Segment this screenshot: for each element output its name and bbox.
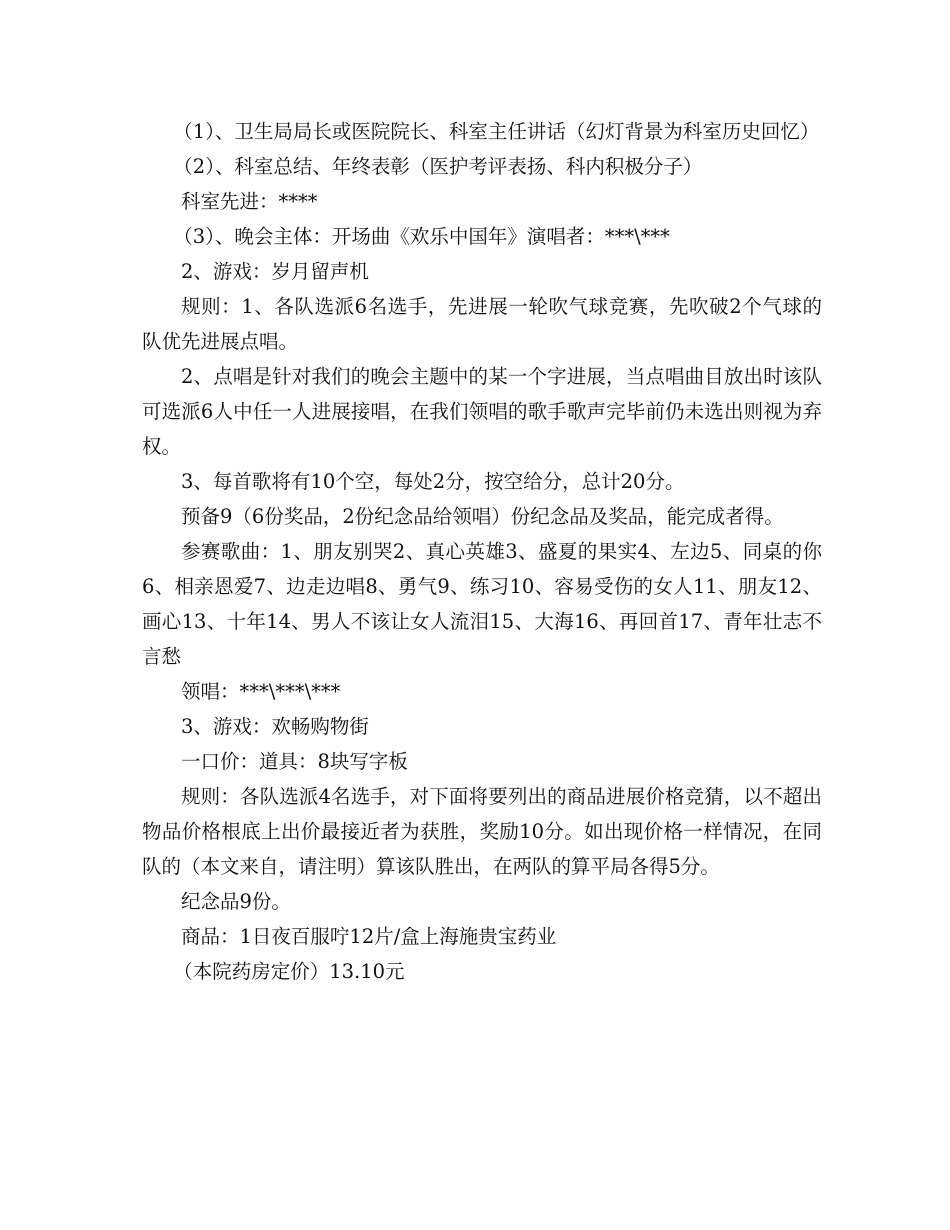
paragraph-lead-singers: 领唱：***\***\*** (181, 680, 341, 703)
paragraph-game-heading: 2、游戏：岁月留声机 (181, 260, 369, 283)
paragraph-shopping-game: 3、游戏：欢畅购物街 (181, 715, 369, 738)
paragraph-product: 商品：1日夜百服咛12片/盒上海施贵宝药业 (181, 925, 557, 948)
paragraph-props: 一口价：道具：8块写字板 (181, 750, 408, 773)
paragraph-rule-3: 3、每首歌将有10个空，每处2分，按空给分，总计20分。 (181, 470, 685, 493)
paragraph-speech: （1）、卫生局局长或医院院长、科室主任讲话（幻灯背景为科室历史回忆） (173, 120, 820, 143)
paragraph-shopping-rules: 规则：各队选派4名选手，对下面将要列出的商品进展价格竞猜，以不超出物品价格根底上出价最接近者为获胜，奖励10分。如出现价格一样情况，在同队的（本文来自，请注明）算该队胜出，在两队的算平局各得5分。 (142, 785, 822, 878)
paragraph-souvenirs: 纪念品9份。 (181, 890, 291, 913)
paragraph-rule-2: 2、点唱是针对我们的晚会主题中的某一个字进展，当点唱曲目放出时该队可选派6人中任一人进展接唱，在我们领唱的歌手歌声完毕前仍未选出则视为弃权。 (142, 365, 822, 458)
paragraph-summary: （2）、科室总结、年终表彰（医护考评表扬、科内积极分子） (173, 155, 703, 178)
paragraph-songs: 参赛歌曲：1、朋友别哭2、真心英雄3、盛夏的果实4、左边5、同桌的你6、相亲恩爱7、边走边唱8、勇气9、练习10、容易受伤的女人11、朋友12、画心13、十年14、男人不该让女人流泪15、大海16、再回首17、青年壮志不言愁 (142, 540, 822, 668)
paragraph-price: （本院药房定价）13.10元 (173, 960, 405, 983)
paragraph-prizes: 预备9（6份奖品，2份纪念品给领唱）份纪念品及奖品，能完成者得。 (181, 505, 784, 528)
paragraph-main-body: （3）、晚会主体：开场曲《欢乐中国年》演唱者：***\*** (173, 225, 670, 248)
paragraph-advanced: 科室先进：**** (181, 190, 318, 213)
paragraph-rule-1: 规则：1、各队选派6名选手，先进展一轮吹气球竞赛，先吹破2个气球的队优先进展点唱。 (142, 295, 822, 353)
document-body (142, 114, 822, 989)
